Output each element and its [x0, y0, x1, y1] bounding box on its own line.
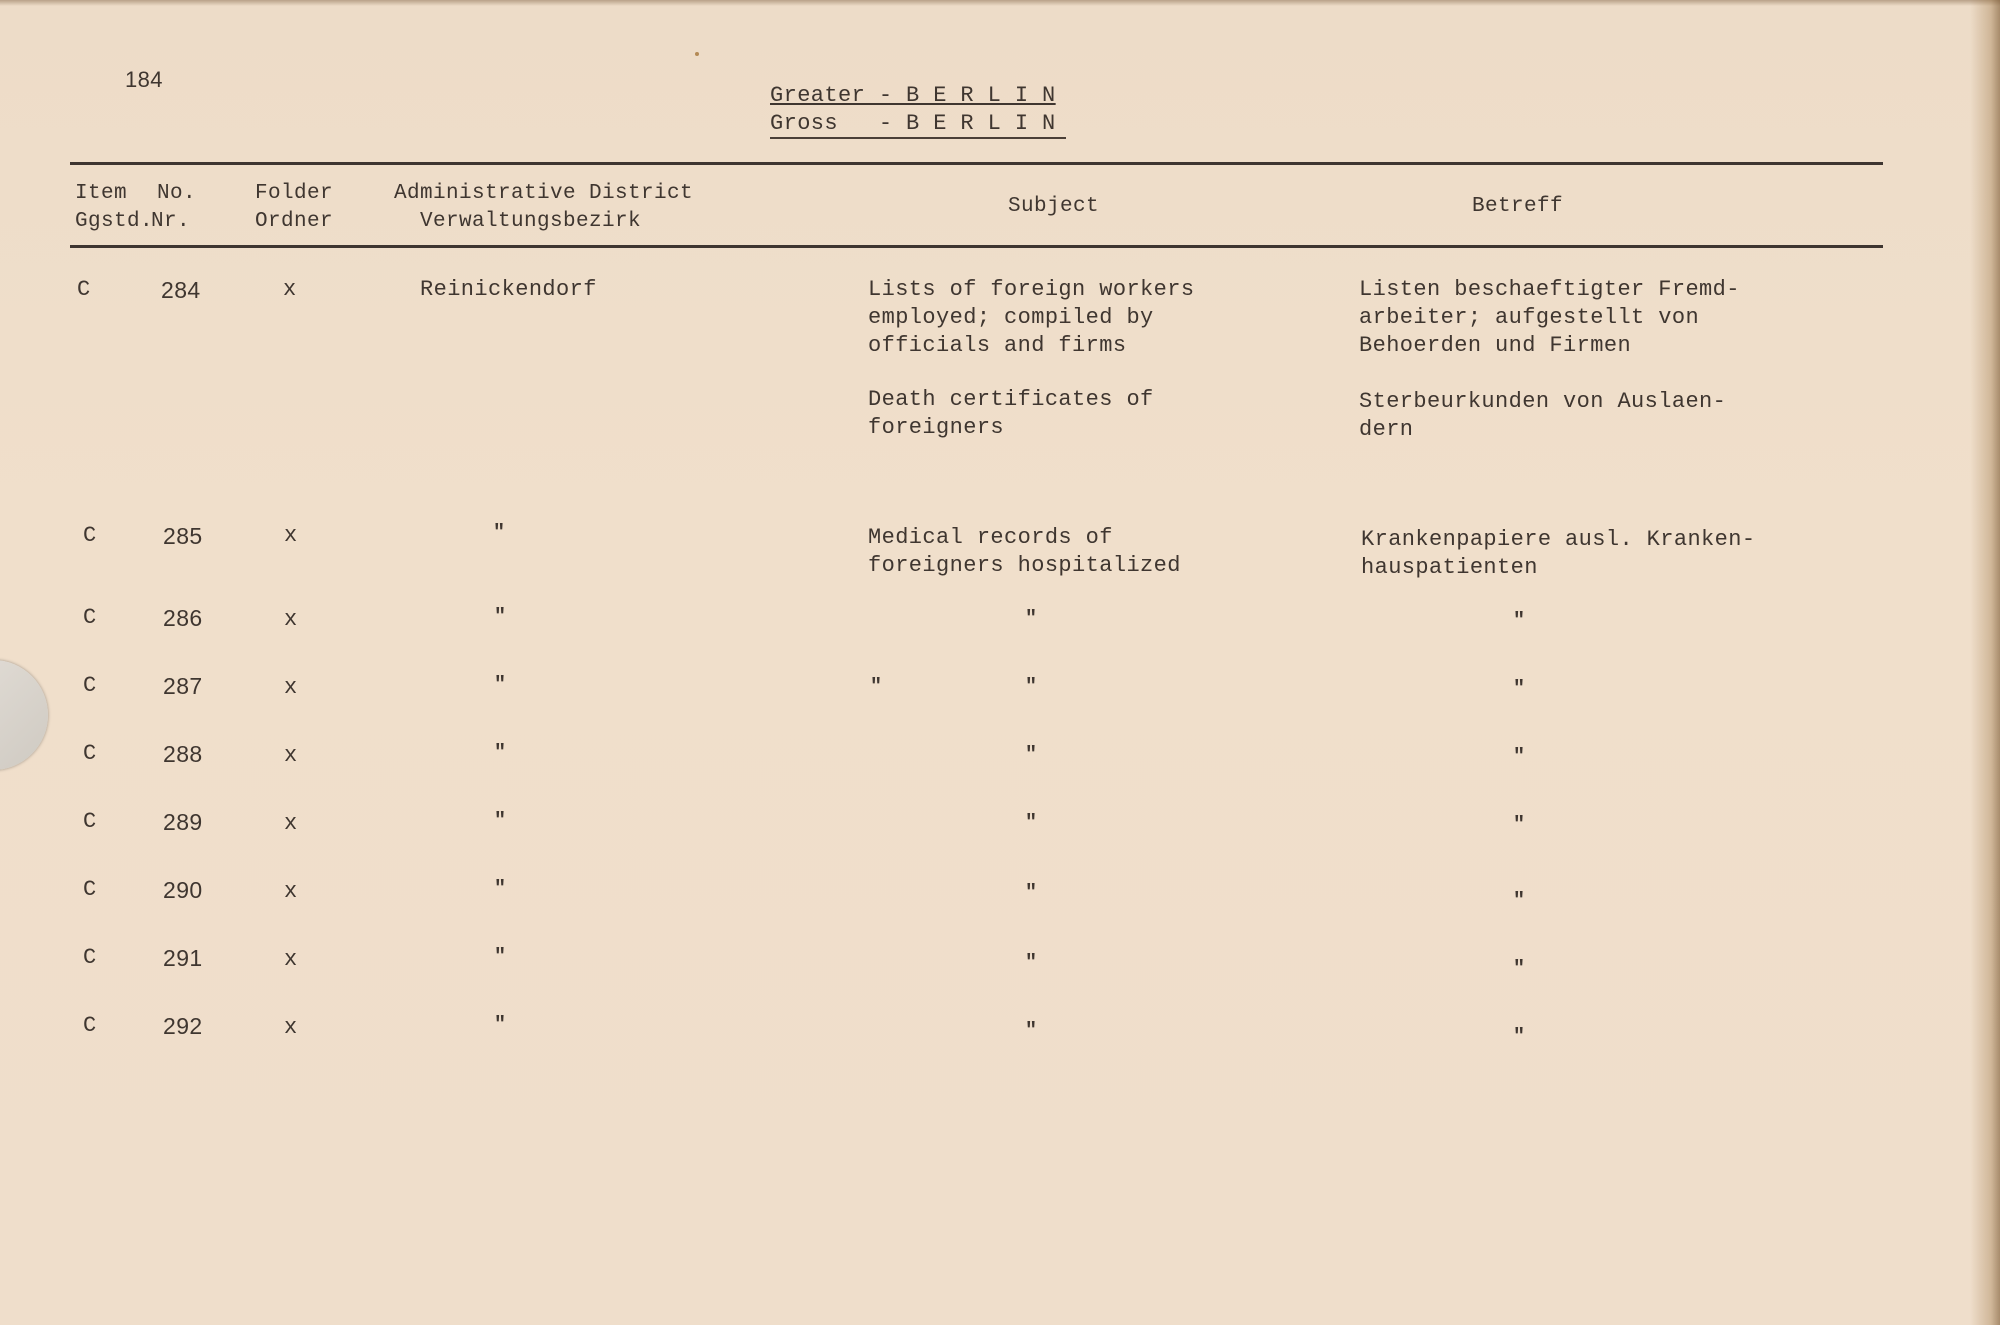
district-cell: ": [494, 742, 507, 765]
district-cell: ": [494, 878, 507, 901]
header-folder: Folder: [255, 182, 334, 205]
district-cell: ": [493, 522, 506, 545]
item-cell: C: [83, 605, 97, 630]
subject-cell: Medical records of foreigners hospitalized: [868, 525, 1181, 578]
betreff-cell: Listen beschaeftigter Fremd- arbeiter; aufgestellt von Behoerden und Firmen: [1359, 277, 1740, 358]
folder-cell: x: [284, 947, 298, 972]
subject-cell: ": [1025, 744, 1038, 767]
item-cell: C: [83, 945, 97, 970]
folder-cell: x: [284, 523, 298, 548]
header-item: Item: [75, 182, 128, 205]
folder-cell: x: [284, 811, 298, 836]
betreff-cell: ": [1513, 678, 1526, 701]
header-subject: Subject: [1008, 195, 1100, 218]
betreff-cell: ": [1513, 814, 1526, 837]
title-english: Greater - B E R L I N: [770, 83, 1056, 108]
item-cell: C: [83, 741, 97, 766]
number-cell: 285: [163, 523, 203, 549]
district-cell: ": [494, 946, 507, 969]
item-cell: C: [83, 673, 97, 698]
item-cell: C: [83, 523, 97, 548]
folder-cell: x: [284, 879, 298, 904]
betreff-cell: Sterbeurkunden von Auslaen- dern: [1359, 389, 1727, 442]
page-top-edge: [0, 0, 2000, 6]
betreff-cell: ": [1513, 746, 1526, 769]
betreff-cell: ": [1513, 958, 1526, 981]
subject-extra-ditto: ": [870, 676, 883, 699]
header-no-de: Nr.: [151, 210, 191, 233]
betreff-cell: ": [1513, 610, 1526, 633]
header-no: No.: [157, 182, 197, 205]
item-cell: C: [77, 277, 91, 302]
subject-cell: ": [1025, 1020, 1038, 1043]
header-folder-de: Ordner: [255, 210, 334, 233]
number-cell: 287: [163, 673, 203, 699]
header-betreff: Betreff: [1472, 195, 1564, 218]
betreff-cell: ": [1513, 890, 1526, 913]
header-district-de: Verwaltungsbezirk: [420, 210, 642, 233]
number-cell: 284: [161, 277, 201, 303]
index-tab: [0, 660, 48, 770]
number-cell: 291: [163, 945, 203, 971]
page-right-edge: [1970, 0, 2000, 1325]
item-cell: C: [83, 877, 97, 902]
folder-cell: x: [284, 607, 298, 632]
number-cell: 289: [163, 809, 203, 835]
paper-speck: [695, 52, 699, 56]
district-cell: ": [494, 674, 507, 697]
subject-cell: Death certificates of foreigners: [868, 387, 1154, 440]
district-cell: ": [494, 1014, 507, 1037]
folder-cell: x: [284, 743, 298, 768]
folder-cell: x: [283, 277, 297, 302]
item-cell: C: [83, 1013, 97, 1038]
folder-cell: x: [284, 675, 298, 700]
header-top-rule: [70, 162, 1883, 165]
betreff-cell: ": [1513, 1026, 1526, 1049]
subject-cell: ": [1025, 676, 1038, 699]
subject-cell: ": [1025, 882, 1038, 905]
subject-cell: ": [1025, 812, 1038, 835]
header-district: Administrative District: [394, 182, 694, 205]
title-german: Gross - B E R L I N: [770, 111, 1056, 136]
number-cell: 292: [163, 1013, 203, 1039]
folder-cell: x: [284, 1015, 298, 1040]
subject-cell: ": [1025, 608, 1038, 631]
number-cell: 286: [163, 605, 203, 631]
district-cell: ": [494, 606, 507, 629]
number-cell: 288: [163, 741, 203, 767]
page-number: 184: [125, 67, 163, 92]
district-cell: ": [494, 810, 507, 833]
district-cell: Reinickendorf: [420, 277, 597, 302]
betreff-cell: Krankenpapiere ausl. Kranken- hauspatienten: [1361, 527, 1756, 580]
header-item-de: Ggstd.: [75, 210, 154, 233]
item-cell: C: [83, 809, 97, 834]
number-cell: 290: [163, 877, 203, 903]
subject-cell: ": [1025, 952, 1038, 975]
header-bottom-rule: [70, 245, 1883, 248]
subject-cell: Lists of foreign workers employed; compiled by officials and firms: [868, 277, 1195, 358]
title-underline: [770, 137, 1066, 139]
